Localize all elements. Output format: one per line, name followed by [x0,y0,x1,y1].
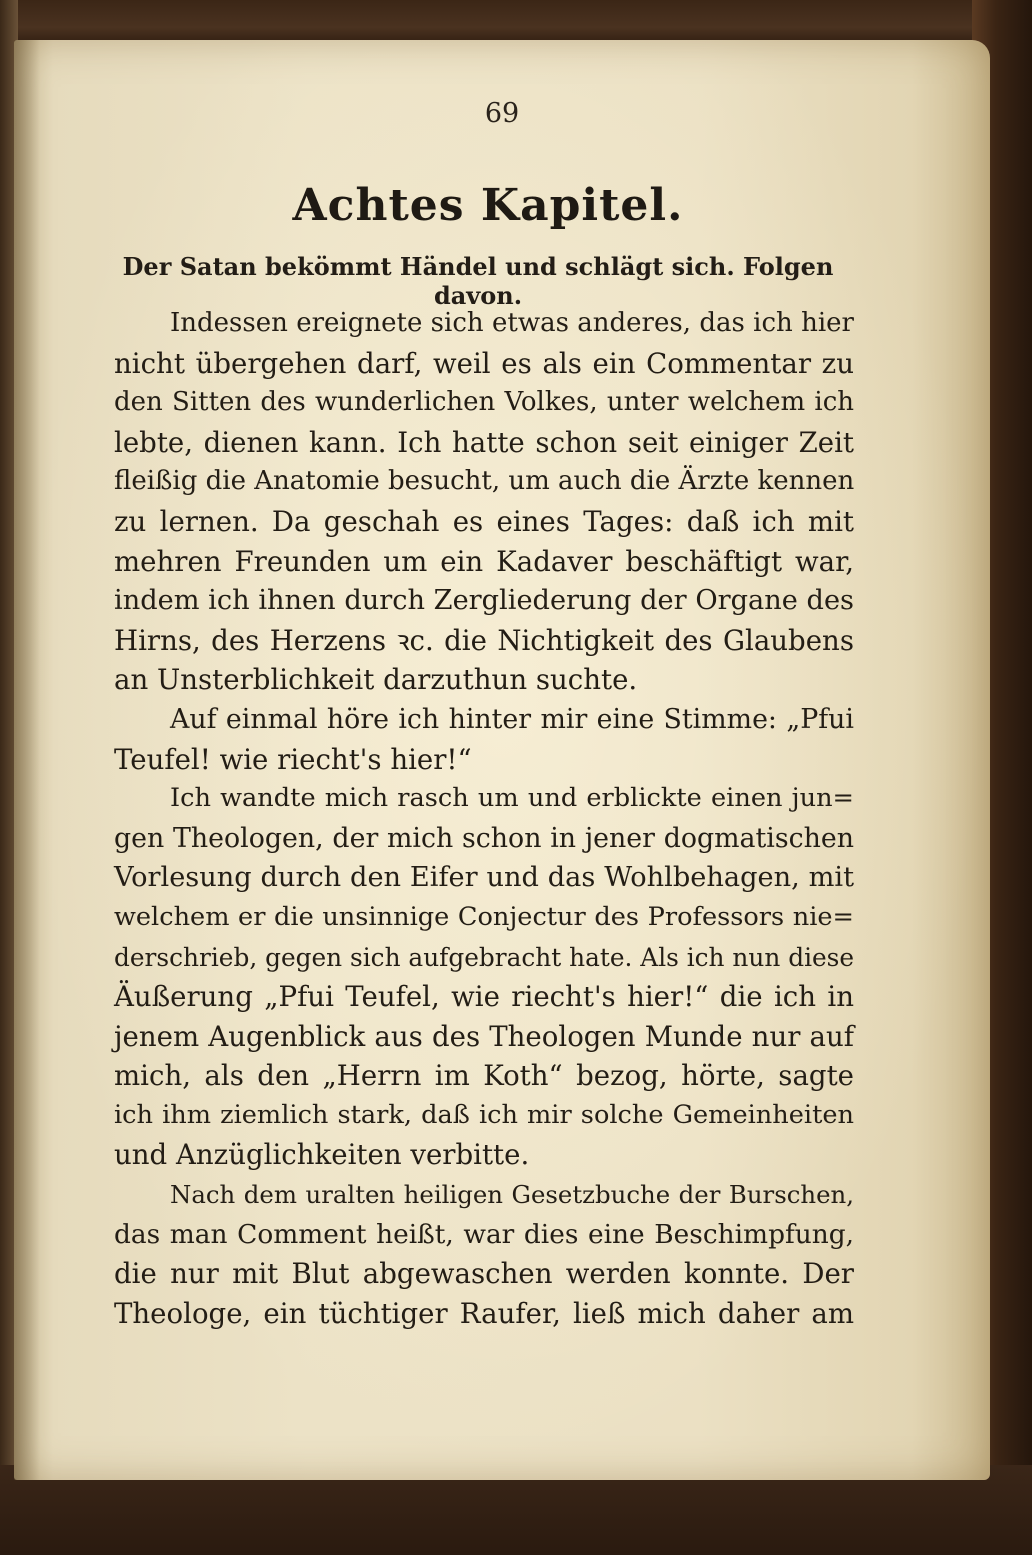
text-line: gen Theologen, der mich schon in jener dogmatischen [114,822,854,854]
text-line: den Sitten des wunderlichen Volkes, unter welchem ich [114,387,854,418]
text-line: nicht übergehen darf, weil es als ein Commentar zu [114,346,854,380]
chapter-title: Achtes Kapitel. [292,180,684,231]
text-line: jenem Augenblick aus des Theologen Munde nur auf [114,1019,854,1053]
text-line: Ich wandte mich rasch um und erblickte einen jun= [170,783,854,814]
text-line: Auf einmal höre ich hinter mir eine Stimme: „Pfui [170,703,854,735]
text-line: derschrieb, gegen sich aufgebracht hate. Als ich nun diese [114,942,855,972]
text-line: mehren Freunden um ein Kadaver beschäftigt war, [114,544,854,578]
text-line: Hirns, des Herzens ꝛc. die Nichtigkeit des Glaubens [114,623,854,657]
text-line: Nach dem uralten heiligen Gesetzbuche der Burschen, [170,1180,854,1210]
text-line: mich, als den „Herrn im Koth“ bezog, hörte, sagte [114,1059,854,1093]
text-line: lebte, dienen kann. Ich hatte schon seit einiger Zeit [114,425,854,459]
text-line: Äußerung „Pfui Teufel, wie riecht's hier!“ die ich in [114,980,854,1014]
text-line: fleißig die Anatomie besucht, um auch die Ärzte kennen [114,466,855,497]
text-line: Indessen ereignete sich etwas anderes, das ich hier [170,308,854,338]
text-line: ich ihm ziemlich stark, daß ich mir solche Gemeinheiten [114,1099,854,1130]
text-line: zu lernen. Da geschah es eines Tages: daß ich mit [114,504,854,538]
body-text [114,304,854,1333]
text-line: Vorlesung durch den Eifer und das Wohlbehagen, mit [114,862,854,894]
chapter-subtitle: Der Satan bekömmt Händel und schlägt sich. Folgen davon. [122,252,834,310]
paper-page [14,40,990,1480]
text-line: an Unsterblichkeit darzuthun suchte. [114,663,638,697]
text-line: und Anzüglichkeiten verbitte. [114,1138,530,1172]
text-line: indem ich ihnen durch Zergliederung der Organe des [114,585,854,617]
text-line: welchem er die unsinnige Conjectur des Professors nie= [114,901,854,932]
text-line: Theologe, ein tüchtiger Raufer, ließ mich daher am [114,1296,854,1330]
page-gutter-shadow [14,40,40,1480]
text-line: Teufel! wie riecht's hier!“ [114,742,472,776]
page-number: 69 [484,98,520,129]
text-line: das man Comment heißt, war dies eine Beschimpfung, [114,1218,854,1250]
text-line: die nur mit Blut abgewaschen werden konnte. Der [114,1257,854,1291]
